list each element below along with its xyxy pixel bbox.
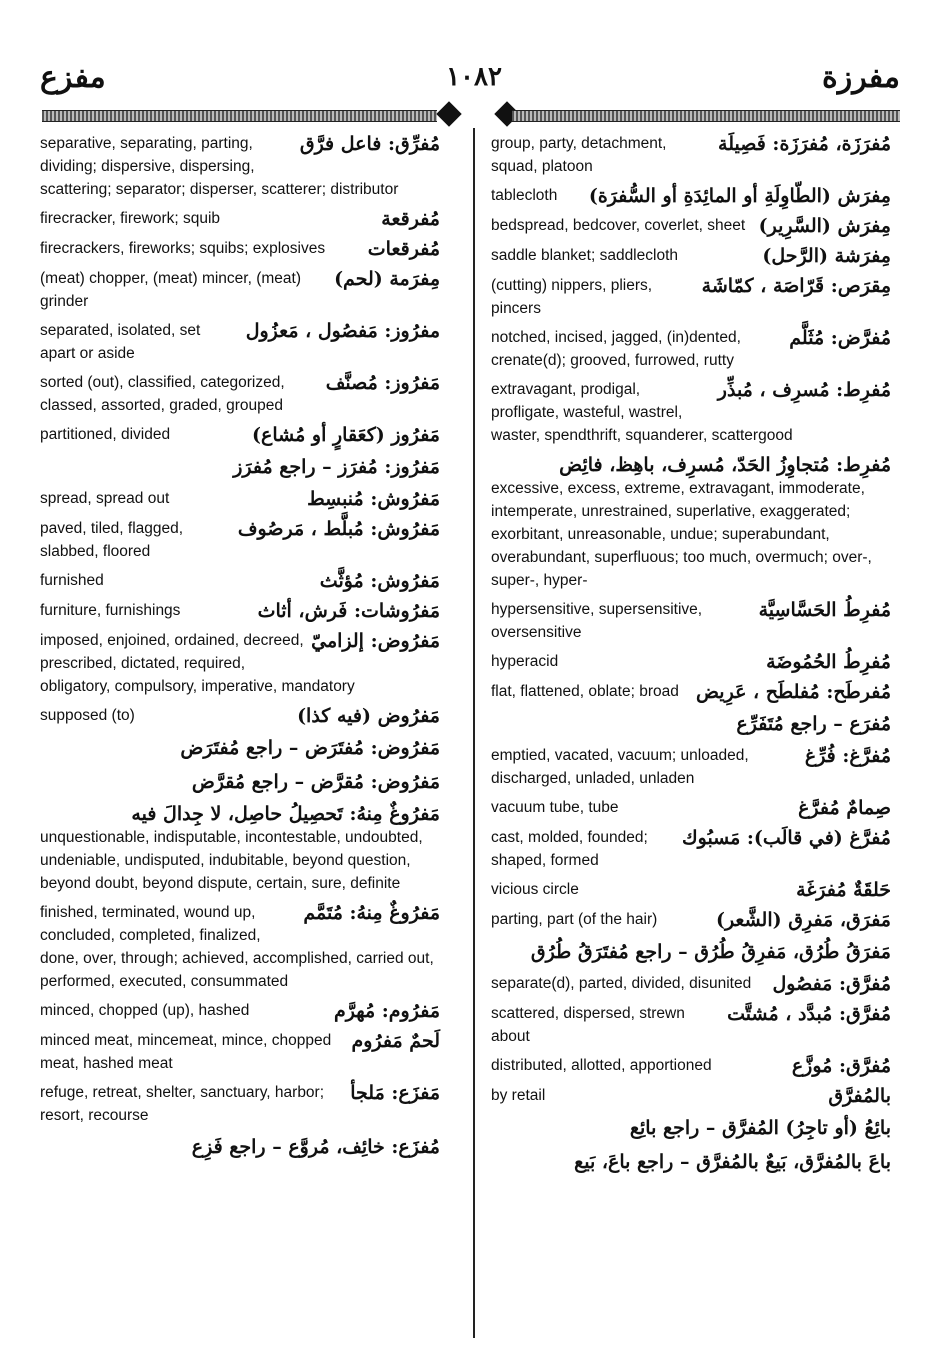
entry-english-definition: separative, separating, parting, dividing; dispersive, dispersing, scattering; separator; disperser, scatterer; distributor [40, 135, 399, 198]
entry-arabic-headword: مفرُوز: مَفصُول ، مَعزُول [245, 320, 440, 342]
entry-arabic-headword: حَلقَةٌ مُفرَغَة [796, 879, 891, 901]
entry-english-definition: tablecloth [491, 187, 558, 204]
header-rule-left [42, 110, 437, 122]
entry-english-definition: extravagant, prodigal, profligate, wasteful, wastrel, waster, spendthrift, squanderer, scattergood [491, 381, 793, 444]
dictionary-entry [40, 1029, 440, 1075]
entry-arabic-headword: مَفرُوشات: فَرش، أثاث [257, 600, 440, 622]
entry-english-definition: parting, part (of the hair) [491, 911, 658, 928]
entry-arabic-headword: مَفرُوم: مُهرَّم [333, 1000, 440, 1022]
dictionary-entry [491, 274, 891, 320]
entry-english-definition: spread, spread out [40, 490, 170, 507]
entry-arabic-headword: مِفرَش (السَّرِير) [758, 215, 891, 237]
entry-arabic-headword: مَفرُوش: مُنبسِط [307, 488, 440, 510]
entry-english-definition: distributed, allotted, apportioned [491, 1057, 712, 1074]
dictionary-entry [40, 207, 440, 231]
entry-english-definition: (meat) chopper, (meat) mincer, (meat) grinder [40, 270, 301, 310]
entry-arabic-headword: مُفرَّق: مُوزَّع [791, 1055, 891, 1077]
entry-arabic-headword: صِمامٌ مُفرَّغ [798, 797, 891, 819]
entry-arabic-cross-reference: مَفرَقُ طُرُق، مَفرِقُ طُرُق – راجع مُفتَرَقُ طُرُق [530, 941, 891, 963]
entry-arabic-headword: مُفرِّق: فاعل فرَّق [299, 133, 440, 155]
entry-english-definition: sorted (out), classified, categorized, classed, assorted, graded, grouped [40, 374, 285, 414]
entry-arabic-headword: مِقرَص: قَرّاصَة ، كمّاشَة [701, 275, 891, 297]
entry-arabic-headword: مُفرقعات [367, 238, 440, 260]
entry-arabic-cross-reference: مَفرُوض: مُقرَّض – راجع مُقرَّض [191, 771, 440, 793]
column-divider [473, 128, 475, 1338]
entry-arabic-cross-reference: مَفرُوز: مُفرَز – راجع مُفرَز [233, 456, 440, 478]
entry-arabic-headword: مَفزَع: مَلجأ [350, 1082, 440, 1104]
dictionary-entry [40, 734, 440, 762]
entry-arabic-cross-reference: مُفرَع – راجع مُتَفَرِّع [736, 713, 891, 735]
dictionary-entry [40, 599, 440, 623]
dictionary-entry [40, 487, 440, 511]
entry-arabic-headword: مَفرُوز: مُصنَّف [325, 372, 440, 394]
dictionary-entry [40, 802, 440, 895]
entry-arabic-headword: مِفرَمة (لحم) [334, 268, 440, 290]
entry-english-definition: imposed, enjoined, ordained, decreed, prescribed, dictated, required, obligatory, compulsory, imperative, mandatory [40, 632, 355, 695]
dictionary-entry [491, 826, 891, 872]
entry-arabic-headword: بالمُفرَّق [828, 1085, 891, 1107]
entry-arabic-headword: مَفرُوض: إلزاميّ [311, 630, 440, 652]
entry-arabic-cross-reference: بائِعُ (أو تاجِرُ) المُفرَّق – راجع بائِع [629, 1117, 891, 1139]
dictionary-entry [491, 453, 891, 592]
dictionary-entry [491, 908, 891, 932]
entry-arabic-headword: مِفرَش (الطّاوِلَةِ أو المائِدَةِ أو السُّفرَة) [588, 185, 891, 207]
page-number: ١٠٨٢ [446, 62, 502, 92]
entry-english-definition: paved, tiled, flagged, slabbed, floored [40, 520, 184, 560]
entry-english-definition: hyperacid [491, 653, 559, 670]
entry-arabic-headword: مُفرَّغ: فُرِّغ [804, 745, 891, 767]
entry-arabic-headword: مُفرقعة [381, 208, 440, 230]
entry-arabic-headword: مُفرِط: مُسرِف ، مُبذِّر [717, 379, 891, 401]
entry-arabic-headword: مُفرِطُ الحَسَّاسِيَّة [758, 599, 891, 621]
dictionary-entry [491, 710, 891, 738]
dictionary-entry [491, 1084, 891, 1108]
entry-arabic-headword: مِفرَشة (الرَّحل) [762, 245, 891, 267]
entry-english-definition: minced meat, mincemeat, mince, chopped meat, hashed meat [40, 1032, 332, 1072]
entry-english-definition: excessive, excess, extreme, extravagant, immoderate, intemperate, unrestrained, superlative, exaggerated; exorbitant, unreasonable, undue; superabundant, overabundant, superfluous; too much, overmuch; over-, super-, hyper- [491, 480, 872, 589]
entry-arabic-headword: مَفرُوغٌ مِنهُ: مُتَمَّم [303, 902, 440, 924]
dictionary-entry [491, 598, 891, 644]
entry-english-definition: furniture, furnishings [40, 602, 181, 619]
entry-arabic-headword: مُفرَّض: مُثَلَّم [789, 327, 891, 349]
entry-arabic-headword: مُفرطَح: مُفلطَح ، عَرِيض [696, 681, 891, 703]
entry-arabic-headword: مُفرِطُ الحُمُوضَة [766, 651, 891, 673]
dictionary-entry [40, 768, 440, 796]
dictionary-entry [491, 244, 891, 268]
entry-arabic-headword: مَفرُوغٌ مِنهُ: تَحصِيلُ حاصِل، لا جِدالَ فيه [131, 803, 440, 825]
entry-english-definition: refuge, retreat, shelter, sanctuary, harbor; resort, recourse [40, 1084, 325, 1124]
dictionary-entry [491, 744, 891, 790]
dictionary-entry [491, 972, 891, 996]
dictionary-entry [491, 132, 891, 178]
dictionary-entry [40, 132, 440, 201]
entry-arabic-headword: مَفرُوض (فيه كذا) [297, 705, 440, 727]
entry-arabic-headword: مُفرَّق: مُبدَّد ، مُشتَّت [727, 1003, 891, 1025]
entry-english-definition: firecracker, firework; squib [40, 210, 221, 227]
entry-arabic-headword: لَحمٌ مَفرُوم [351, 1030, 440, 1052]
entry-english-definition: hypersensitive, supersensitive, oversensitive [491, 601, 703, 641]
entry-english-definition: bedspread, bedcover, coverlet, sheet [491, 217, 746, 234]
entry-arabic-headword: مُفرَّغ (في قالَب): مَسبُوك [681, 827, 891, 849]
entry-english-definition: notched, incised, jagged, (in)dented, crenate(d); grooved, furrowed, rutty [491, 329, 741, 369]
dictionary-entry [491, 938, 891, 966]
dictionary-entry [40, 704, 440, 728]
entry-arabic-headword: مَفرُوز (كعَقارٍ أو مُشاع) [252, 424, 440, 446]
dictionary-entry [40, 517, 440, 563]
dictionary-entry [491, 184, 891, 208]
dictionary-entry [491, 378, 891, 447]
dictionary-entry [40, 453, 440, 481]
dictionary-entry [491, 1114, 891, 1142]
entry-english-definition: firecrackers, fireworks; squibs; explosives [40, 240, 326, 257]
right-column [491, 132, 891, 1182]
dictionary-entry [40, 267, 440, 313]
dictionary-entry [491, 214, 891, 238]
dictionary-entry [491, 650, 891, 674]
header-guide-word-right: مفرزة [821, 60, 900, 95]
entry-arabic-headword: مُفرِط: مُتجاوِزُ الحَدّ، مُسرِف، باهِظ، فائِض [559, 454, 891, 476]
dictionary-entry [491, 878, 891, 902]
entry-english-definition: supposed (to) [40, 707, 135, 724]
dictionary-entry [40, 237, 440, 261]
entry-english-definition: separated, isolated, set apart or aside [40, 322, 201, 362]
dictionary-entry [40, 1133, 440, 1161]
entry-english-definition: group, party, detachment, squad, platoon [491, 135, 667, 175]
entry-arabic-cross-reference: مُفزَع: خائِف، مُروَّع – راجع فَزِع [191, 1136, 440, 1158]
entry-english-definition: emptied, vacated, vacuum; unloaded, discharged, unladed, unladen [491, 747, 749, 787]
dictionary-entry [40, 319, 440, 365]
entry-arabic-headword: مَفرُوش: مُؤثَّث [319, 570, 440, 592]
header-diamond-left [436, 101, 461, 126]
dictionary-entry [40, 371, 440, 417]
entry-english-definition: by retail [491, 1087, 546, 1104]
dictionary-entry [491, 1148, 891, 1176]
entry-english-definition: minced, chopped (up), hashed [40, 1002, 250, 1019]
dictionary-entry [40, 901, 440, 993]
entry-english-definition: furnished [40, 572, 104, 589]
entry-english-definition: partitioned, divided [40, 426, 171, 443]
entry-english-definition: (cutting) nippers, pliers, pincers [491, 277, 653, 317]
entry-english-definition: cast, molded, founded; shaped, formed [491, 829, 648, 869]
entry-arabic-headword: مَفرَق، مَفرِق (الشَّعر) [715, 909, 891, 931]
entry-english-definition: separate(d), parted, divided, disunited [491, 975, 752, 992]
entry-english-definition: vicious circle [491, 881, 579, 898]
dictionary-entry [40, 1081, 440, 1127]
entry-english-definition: flat, flattened, oblate; broad [491, 683, 679, 700]
entry-english-definition: unquestionable, indisputable, incontestable, undoubted, undeniable, undisputed, indubitable, beyond question, beyond doubt, beyond dispute, certain, sure, definite [40, 829, 423, 892]
dictionary-entry [491, 680, 891, 704]
dictionary-entry [40, 569, 440, 593]
entry-english-definition: finished, terminated, wound up, concluded, completed, finalized, done, over, through; achieved, accomplished, carried out, performed, executed, consummated [40, 904, 434, 990]
left-column [40, 132, 440, 1167]
dictionary-entry [40, 999, 440, 1023]
entry-arabic-headword: مَفرُوش: مُبلَّط ، مَرصُوف [237, 518, 440, 540]
dictionary-entry [491, 1054, 891, 1078]
dictionary-entry [491, 1002, 891, 1048]
dictionary-entry [40, 629, 440, 698]
entry-arabic-cross-reference: مَفرُوض: مُفتَرَض – راجع مُفتَرَض [180, 737, 440, 759]
entry-arabic-cross-reference: باعَ بالمُفرَّق، بَيعٌ بالمُفرَّق – راجع باعَ، بَيع [574, 1151, 891, 1173]
entry-english-definition: vacuum tube, tube [491, 799, 619, 816]
header-guide-word-left: مفزع [40, 60, 106, 95]
dictionary-entry [40, 423, 440, 447]
entry-arabic-headword: مُفرَزَة، مُفرَزَة: فَصِيلَة [718, 133, 891, 155]
entry-english-definition: scattered, dispersed, strewn about [491, 1005, 685, 1045]
dictionary-entry [491, 796, 891, 820]
header-rule-right [512, 110, 900, 122]
entry-arabic-headword: مُفرَّق: مَفصُول [772, 973, 891, 995]
dictionary-entry [491, 326, 891, 372]
entry-english-definition: saddle blanket; saddlecloth [491, 247, 678, 264]
